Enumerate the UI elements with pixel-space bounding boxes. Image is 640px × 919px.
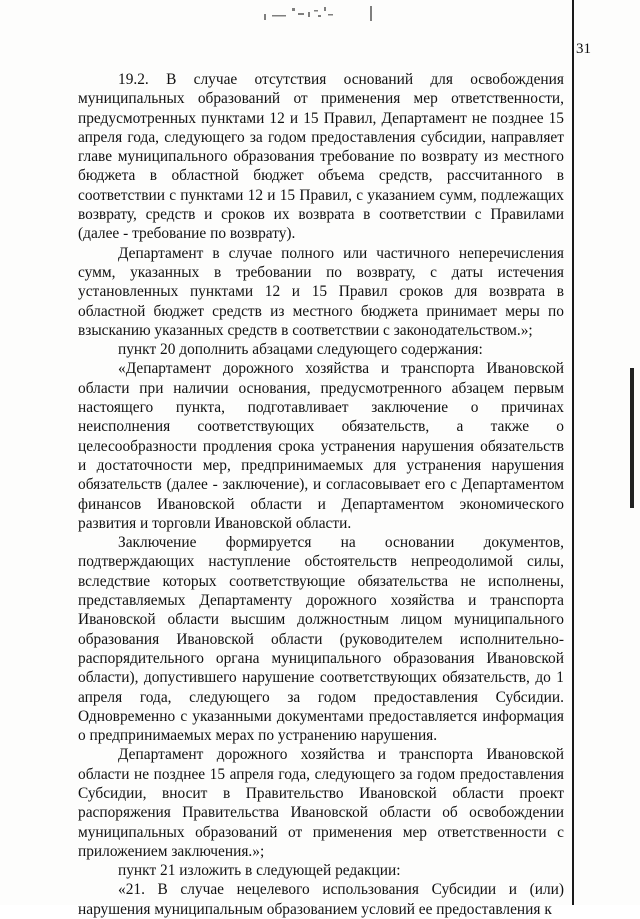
paragraph-conclusion-basis: Заключение формируется на основании документов, подтверждающих наступление обстоятельств непреодолимой силы, вследствие которых соответствующие обязательства не исполнены, представляемых Департаменту дорожного хозяйства и транспорта Ивановской области высшим должностным лицом муниципального образования Ивановской области (руководителем исполнительно-распорядительного органа муниципального образования Ивановской области), допустившего нарушение соответствующих обязательств, до 1 апреля года, следующего за годом предоставления Субсидии. Одновременно с указанными документами предоставляется информация о предпринимаемых мерах по устранению нарушения. bbox=[78, 534, 564, 745]
paragraph-department-collection: Департамент в случае полного или частичного неперечисления сумм, указанных в требовании по возврату, с даты истечения установленных пунктами 12 и 15 Правил сроков для возврата в областной бюджет средств из местного бюджета принимает меры по взысканию указанных средств в соответствии с законодательством.»; bbox=[78, 244, 564, 339]
paragraph-point-20-conclusion: «Департамент дорожного хозяйства и транспорта Ивановской области при наличии основания, предусмотренного абзацем первым настоящего пункта, подготавливает заключение о причинах неисполнения соответствующих обязательств, а также о целесообразности продления срока устранения нарушения обязательств и достаточности мер, предпринимаемых для устранения нарушения обязательств (далее - заключение), и согласовывает его с Департаментом финансов Ивановской области и Департаментом экономического развития и торговли Ивановской области. bbox=[78, 360, 564, 532]
page-edge-shadow bbox=[630, 368, 634, 508]
paragraph-point-21-intro: пункт 21 изложить в следующей редакции: bbox=[118, 862, 401, 880]
paragraph-exemption-draft: Департамент дорожного хозяйства и транспорта Ивановской области не позднее 15 апреля года, следующего за годом предоставления Субсидии, вносит в Правительство Ивановской области проект распоряжения Правительства Ивановской области об освобождении муниципальных образований от применения мер ответственности с приложением заключения.»; bbox=[78, 746, 564, 860]
page-edge-line bbox=[572, 0, 574, 905]
document-body bbox=[78, 70, 564, 919]
page-number: 31 bbox=[576, 41, 591, 57]
paragraph-point-20-intro: пункт 20 дополнить абзацами следующего содержания: bbox=[118, 341, 483, 359]
scan-artifact bbox=[262, 4, 382, 22]
paragraph-19-2: 19.2. В случае отсутствия оснований для освобождения муниципальных образований от применения мер ответственности, предусмотренных пунктами 12 и 15 Правил, Департамент не позднее 15 апреля года, следующего за годом предоставления субсидии, направляет главе муниципального образования требование по возврату из местного бюджета в областной бюджет объема средств, рассчитанного в соответствии с пунктами 12 и 15 Правил, с указанием сумм, подлежащих возврату, средств и сроков их возврата в соответствии с Правилами (далее - требование по возврату). bbox=[78, 71, 564, 243]
paragraph-point-21-text: «21. В случае нецелевого использования Субсидии и (или) нарушения муниципальным образованием условий ее предоставления к bbox=[78, 881, 564, 918]
